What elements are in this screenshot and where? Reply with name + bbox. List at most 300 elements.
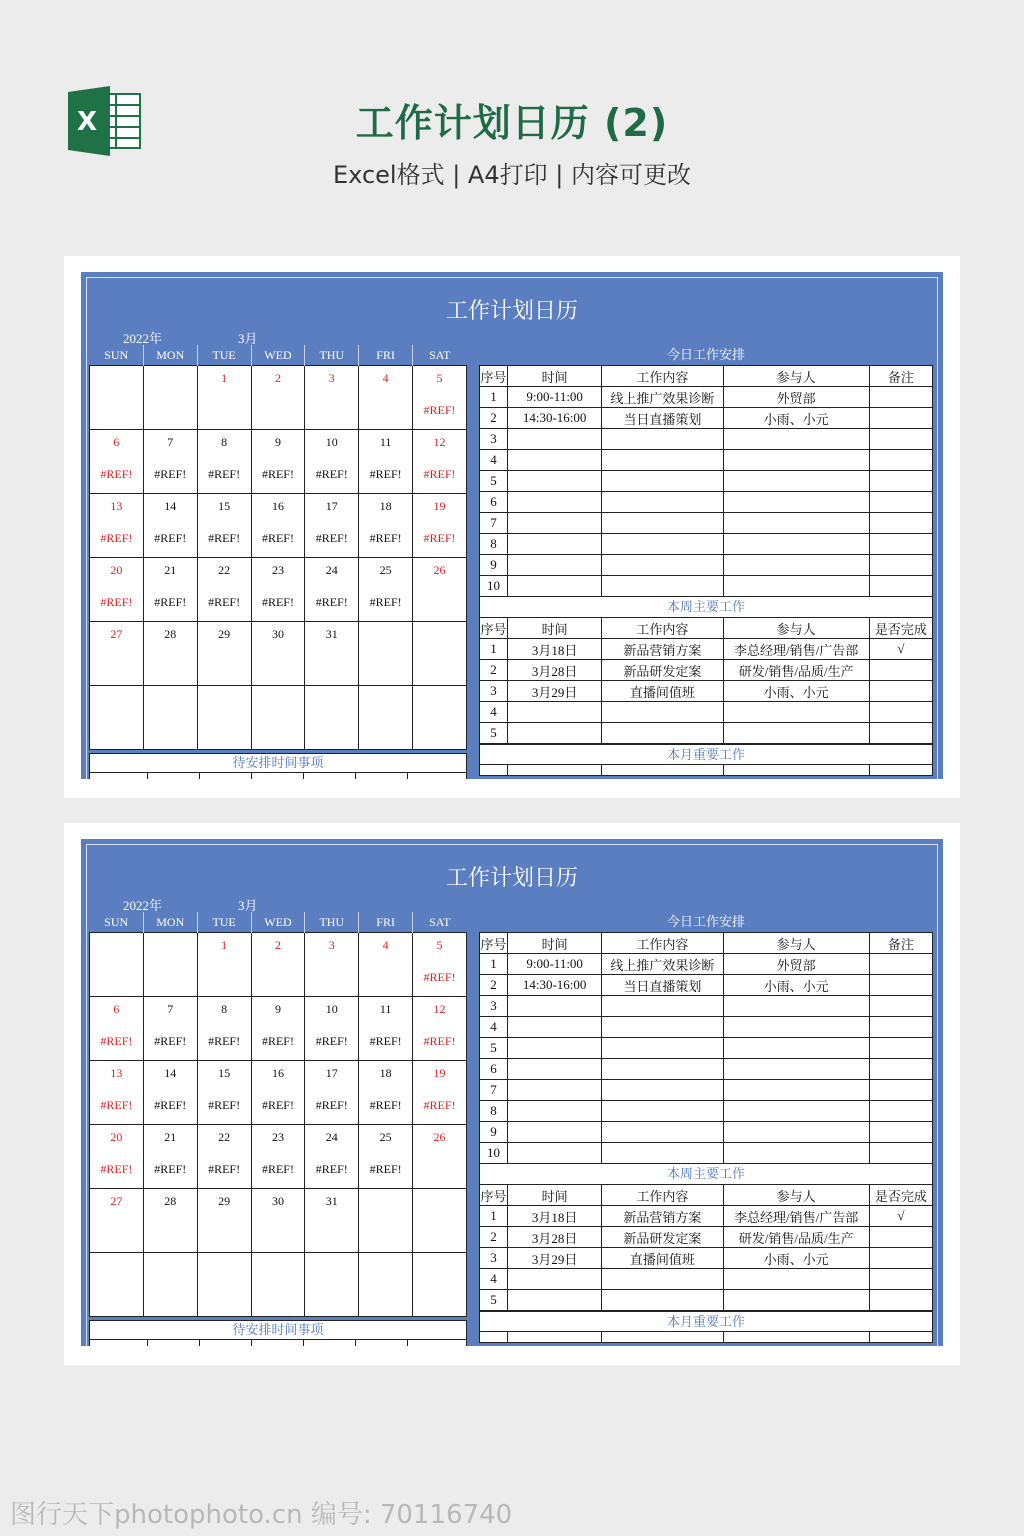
calendar-day-cell[interactable]: [359, 622, 413, 686]
calendar-day-cell[interactable]: [251, 366, 305, 430]
calendar-day-cell[interactable]: [305, 933, 359, 997]
calendar-day-cell[interactable]: [413, 558, 467, 622]
calendar-day-cell[interactable]: [90, 558, 144, 622]
table-cell[interactable]: 3: [480, 429, 508, 450]
table-row: [480, 492, 933, 513]
calendar-day-cell[interactable]: [90, 686, 144, 750]
table-cell[interactable]: 线上推广效果诊断: [602, 954, 723, 975]
table-cell[interactable]: [723, 1059, 869, 1080]
calendar-day-cell[interactable]: [413, 686, 467, 750]
calendar-day-cell[interactable]: [413, 1189, 467, 1253]
calendar-day-cell[interactable]: [305, 494, 359, 558]
table-cell[interactable]: 当日直播策划: [602, 408, 723, 429]
table-cell[interactable]: [869, 723, 932, 744]
calendar-day-cell[interactable]: [143, 933, 197, 997]
calendar-day-cell[interactable]: [305, 997, 359, 1061]
calendar-day-cell[interactable]: [251, 997, 305, 1061]
day-number: 5: [436, 371, 443, 385]
table-cell[interactable]: [602, 1101, 723, 1122]
day-ref-value: [198, 403, 251, 417]
table-cell[interactable]: [508, 1143, 602, 1164]
table-cell[interactable]: √: [869, 1206, 932, 1227]
table-cell[interactable]: [602, 1122, 723, 1143]
day-number: [413, 1194, 466, 1208]
table-cell[interactable]: 7: [480, 1080, 508, 1101]
table-row: [480, 1269, 933, 1290]
table-cell[interactable]: [602, 1269, 723, 1290]
calendar-day-cell[interactable]: [90, 1061, 144, 1125]
day-ref-value: [359, 1290, 412, 1304]
table-cell[interactable]: 8: [480, 1101, 508, 1122]
table-cell[interactable]: 外贸部: [723, 387, 869, 408]
table-cell[interactable]: [869, 555, 932, 576]
table-cell[interactable]: [869, 471, 932, 492]
calendar-day-cell[interactable]: [359, 933, 413, 997]
table-cell[interactable]: 直播间值班: [602, 1248, 723, 1269]
weekday-header: SUN: [90, 912, 144, 933]
table-cell[interactable]: [602, 702, 723, 723]
table-cell[interactable]: [869, 387, 932, 408]
day-ref-value: #REF!: [100, 1162, 133, 1176]
calendar-day-cell[interactable]: [359, 686, 413, 750]
table-cell[interactable]: [508, 471, 602, 492]
calendar-day-cell[interactable]: [359, 494, 413, 558]
month-label: 3月: [238, 331, 258, 346]
day-number: 12: [433, 435, 446, 449]
day-number: 11: [379, 435, 392, 449]
table-cell[interactable]: [602, 1080, 723, 1101]
table-cell[interactable]: 5: [480, 1038, 508, 1059]
calendar-day-cell[interactable]: [197, 494, 251, 558]
table-cell[interactable]: √: [869, 639, 932, 660]
table-cell[interactable]: [723, 702, 869, 723]
day-number: [359, 691, 412, 705]
table-cell[interactable]: [869, 1122, 932, 1143]
table-cell[interactable]: 5: [480, 471, 508, 492]
table-row: [480, 1038, 933, 1059]
table-cell[interactable]: 9: [480, 555, 508, 576]
calendar-day-cell[interactable]: [413, 997, 467, 1061]
table-cell[interactable]: [508, 555, 602, 576]
table-cell[interactable]: 9:00-11:00: [508, 387, 602, 408]
calendar-day-cell[interactable]: [305, 622, 359, 686]
table-cell[interactable]: 9: [480, 1122, 508, 1143]
day-ref-value: [305, 723, 358, 737]
day-ref-value: [359, 1226, 412, 1240]
today-schedule-table: [479, 365, 933, 597]
table-cell[interactable]: [869, 660, 932, 681]
calendar-day-cell[interactable]: [143, 1125, 197, 1189]
day-ref-value: [144, 970, 197, 984]
calendar-day-cell[interactable]: [305, 558, 359, 622]
calendar-day-cell[interactable]: [251, 1125, 305, 1189]
day-number: 27: [110, 627, 123, 641]
week-work-header: 本周主要工作: [479, 1164, 933, 1184]
table-cell[interactable]: 3月28日: [508, 1227, 602, 1248]
table-cell[interactable]: [869, 681, 932, 702]
column-header: 工作内容: [602, 933, 723, 954]
table-cell[interactable]: 3月29日: [508, 1248, 602, 1269]
table-cell[interactable]: [869, 1017, 932, 1038]
table-cell[interactable]: [723, 534, 869, 555]
calendar-day-cell[interactable]: [143, 1061, 197, 1125]
table-cell[interactable]: [869, 996, 932, 1017]
day-ref-value: #REF!: [154, 531, 187, 545]
table-cell[interactable]: 5: [480, 723, 508, 744]
table-cell[interactable]: [869, 702, 932, 723]
table-cell[interactable]: 3月18日: [508, 1206, 602, 1227]
table-cell[interactable]: 4: [480, 1017, 508, 1038]
table-cell[interactable]: [869, 429, 932, 450]
calendar-day-cell[interactable]: [251, 933, 305, 997]
table-cell[interactable]: [508, 1101, 602, 1122]
table-cell[interactable]: [723, 1122, 869, 1143]
calendar-day-cell[interactable]: [359, 1125, 413, 1189]
table-cell[interactable]: [723, 1080, 869, 1101]
table-cell[interactable]: 7: [480, 513, 508, 534]
calendar-day-cell[interactable]: [305, 1189, 359, 1253]
day-ref-value: [413, 1226, 466, 1240]
calendar-day-cell[interactable]: [197, 622, 251, 686]
table-cell[interactable]: [508, 1059, 602, 1080]
table-cell[interactable]: [869, 954, 932, 975]
page-subtitle: Excel格式 | A4打印 | 内容可更改: [333, 161, 691, 189]
table-cell[interactable]: [508, 450, 602, 471]
calendar-day-cell[interactable]: [413, 1253, 467, 1317]
calendar-day-cell[interactable]: [413, 366, 467, 430]
calendar-day-cell[interactable]: [143, 558, 197, 622]
day-ref-value: #REF!: [369, 1098, 402, 1112]
calendar-day-cell[interactable]: [197, 1253, 251, 1317]
day-number: [413, 627, 466, 641]
table-cell[interactable]: [723, 513, 869, 534]
table-cell[interactable]: [508, 996, 602, 1017]
table-cell[interactable]: [602, 450, 723, 471]
table-cell[interactable]: [723, 450, 869, 471]
table-cell[interactable]: 3月28日: [508, 660, 602, 681]
table-cell[interactable]: [602, 723, 723, 744]
table-cell[interactable]: 1: [480, 1206, 508, 1227]
table-cell[interactable]: [723, 471, 869, 492]
table-cell[interactable]: [723, 1017, 869, 1038]
calendar-day-cell[interactable]: [413, 430, 467, 494]
day-ref-value: #REF!: [208, 1162, 241, 1176]
table-cell[interactable]: [869, 513, 932, 534]
table-cell[interactable]: 2: [480, 660, 508, 681]
table-cell[interactable]: 3月29日: [508, 681, 602, 702]
calendar-day-cell[interactable]: [197, 933, 251, 997]
table-cell[interactable]: [723, 429, 869, 450]
table-cell[interactable]: 6: [480, 1059, 508, 1080]
table-cell[interactable]: [869, 1038, 932, 1059]
day-ref-value: [144, 403, 197, 417]
table-cell[interactable]: [723, 1290, 869, 1311]
table-cell[interactable]: [869, 576, 932, 597]
table-cell[interactable]: [869, 534, 932, 555]
table-cell[interactable]: [508, 1290, 602, 1311]
calendar-day-cell[interactable]: [251, 494, 305, 558]
day-number: 9: [274, 435, 281, 449]
calendar-day-cell[interactable]: [197, 686, 251, 750]
day-ref-value: #REF!: [208, 595, 241, 609]
column-header: 序号: [480, 366, 508, 387]
calendar-day-cell[interactable]: [197, 430, 251, 494]
calendar-day-cell[interactable]: [413, 1125, 467, 1189]
table-cell[interactable]: [508, 576, 602, 597]
table-cell[interactable]: [723, 1269, 869, 1290]
table-cell[interactable]: 新品研发定案: [602, 1227, 723, 1248]
table-cell[interactable]: 李总经理/销售/广告部: [723, 1206, 869, 1227]
table-cell[interactable]: [508, 723, 602, 744]
calendar-day-cell[interactable]: [90, 1189, 144, 1253]
table-cell[interactable]: [723, 555, 869, 576]
table-cell[interactable]: [869, 492, 932, 513]
calendar-day-cell[interactable]: [197, 558, 251, 622]
table-cell[interactable]: [602, 534, 723, 555]
table-cell[interactable]: [723, 996, 869, 1017]
calendar-day-cell[interactable]: [251, 1253, 305, 1317]
day-number: 26: [433, 563, 446, 577]
table-cell[interactable]: [602, 429, 723, 450]
calendar-day-cell[interactable]: [305, 430, 359, 494]
day-ref-value: #REF!: [100, 1034, 133, 1048]
calendar-day-cell[interactable]: [90, 430, 144, 494]
calendar-day-cell[interactable]: [413, 622, 467, 686]
weekday-header: FRI: [359, 912, 413, 933]
calendar-day-cell[interactable]: [143, 430, 197, 494]
table-cell[interactable]: 4: [480, 1269, 508, 1290]
calendar-day-cell[interactable]: [251, 558, 305, 622]
day-ref-value: [305, 970, 358, 984]
day-number: 30: [271, 1194, 284, 1208]
day-number: 13: [110, 1066, 123, 1080]
table-cell[interactable]: 5: [480, 1290, 508, 1311]
calendar-day-cell[interactable]: [90, 1125, 144, 1189]
table-cell[interactable]: 1: [480, 954, 508, 975]
calendar-day-cell[interactable]: [143, 997, 197, 1061]
table-cell[interactable]: [869, 1227, 932, 1248]
day-number: 30: [271, 627, 284, 641]
table-cell[interactable]: 1: [480, 639, 508, 660]
day-number: [252, 1258, 305, 1272]
table-cell[interactable]: [508, 513, 602, 534]
calendar-day-cell[interactable]: [90, 366, 144, 430]
table-cell[interactable]: [508, 1017, 602, 1038]
table-cell[interactable]: [602, 492, 723, 513]
calendar-day-cell[interactable]: [251, 686, 305, 750]
table-cell[interactable]: 2: [480, 1227, 508, 1248]
table-cell[interactable]: [723, 723, 869, 744]
calendar-day-cell[interactable]: [305, 366, 359, 430]
table-cell[interactable]: [723, 1143, 869, 1164]
calendar-day-cell[interactable]: [413, 933, 467, 997]
day-number: 4: [382, 938, 389, 952]
table-cell[interactable]: [869, 1143, 932, 1164]
calendar-day-cell[interactable]: [413, 1061, 467, 1125]
calendar-day-cell[interactable]: [305, 1061, 359, 1125]
table-cell[interactable]: [869, 1269, 932, 1290]
day-ref-value: #REF!: [315, 467, 348, 481]
column-header: 备注: [869, 366, 932, 387]
day-number: [359, 1194, 412, 1208]
calendar-day-cell[interactable]: [305, 686, 359, 750]
table-cell[interactable]: [869, 1101, 932, 1122]
table-cell[interactable]: [869, 1059, 932, 1080]
table-cell[interactable]: [508, 1038, 602, 1059]
day-ref-value: #REF!: [261, 1098, 294, 1112]
table-cell[interactable]: 当日直播策划: [602, 975, 723, 996]
table-cell[interactable]: 小雨、小元: [723, 1248, 869, 1269]
calendar-day-cell[interactable]: [143, 1253, 197, 1317]
calendar-day-cell[interactable]: [197, 1125, 251, 1189]
table-cell[interactable]: 线上推广效果诊断: [602, 387, 723, 408]
day-ref-value: [413, 723, 466, 737]
table-cell[interactable]: [723, 492, 869, 513]
table-row: [480, 450, 933, 471]
table-cell[interactable]: 14:30-16:00: [508, 975, 602, 996]
calendar-day-cell[interactable]: [359, 1061, 413, 1125]
table-cell[interactable]: 3: [480, 681, 508, 702]
table-cell[interactable]: 4: [480, 702, 508, 723]
day-ref-value: #REF!: [154, 595, 187, 609]
table-cell[interactable]: [869, 1290, 932, 1311]
table-cell[interactable]: 新品营销方案: [602, 639, 723, 660]
table-cell[interactable]: [723, 1101, 869, 1122]
table-cell[interactable]: [723, 576, 869, 597]
calendar-day-cell[interactable]: [90, 933, 144, 997]
table-cell[interactable]: 8: [480, 534, 508, 555]
table-cell[interactable]: [602, 1143, 723, 1164]
table-cell[interactable]: [602, 513, 723, 534]
calendar-day-cell[interactable]: [90, 622, 144, 686]
day-number: 4: [382, 371, 389, 385]
table-cell[interactable]: [602, 1017, 723, 1038]
table-cell[interactable]: 14:30-16:00: [508, 408, 602, 429]
day-ref-value: [305, 659, 358, 673]
calendar-day-cell[interactable]: [143, 686, 197, 750]
table-cell[interactable]: [508, 534, 602, 555]
calendar-day-cell[interactable]: [197, 1189, 251, 1253]
table-cell[interactable]: [602, 1059, 723, 1080]
table-cell[interactable]: [869, 450, 932, 471]
table-cell[interactable]: 小雨、小元: [723, 408, 869, 429]
calendar-day-cell[interactable]: [197, 1061, 251, 1125]
calendar-day-cell[interactable]: [90, 1253, 144, 1317]
table-cell[interactable]: 新品研发定案: [602, 660, 723, 681]
table-cell[interactable]: 新品营销方案: [602, 1206, 723, 1227]
table-cell[interactable]: 10: [480, 1143, 508, 1164]
table-cell[interactable]: 小雨、小元: [723, 681, 869, 702]
table-cell[interactable]: 李总经理/销售/广告部: [723, 639, 869, 660]
day-ref-value: #REF!: [154, 467, 187, 481]
table-cell[interactable]: 10: [480, 576, 508, 597]
day-ref-value: [144, 1226, 197, 1240]
day-number: 15: [218, 1066, 231, 1080]
calendar-day-cell[interactable]: [143, 622, 197, 686]
calendar-day-cell[interactable]: [251, 1061, 305, 1125]
calendar-day-cell[interactable]: [359, 1189, 413, 1253]
table-cell[interactable]: 9:00-11:00: [508, 954, 602, 975]
table-cell[interactable]: 2: [480, 408, 508, 429]
table-cell[interactable]: 6: [480, 492, 508, 513]
calendar-day-cell[interactable]: [251, 622, 305, 686]
table-cell[interactable]: [602, 996, 723, 1017]
day-number: [359, 627, 412, 641]
table-cell[interactable]: [508, 1269, 602, 1290]
day-ref-value: [144, 659, 197, 673]
calendar-day-cell[interactable]: [90, 997, 144, 1061]
day-number: [305, 1258, 358, 1272]
day-number: 21: [164, 563, 177, 577]
table-cell[interactable]: [602, 1290, 723, 1311]
calendar-day-cell[interactable]: [197, 366, 251, 430]
table-cell[interactable]: 3: [480, 1248, 508, 1269]
table-cell[interactable]: 研发/销售/品质/生产: [723, 660, 869, 681]
table-cell[interactable]: [508, 702, 602, 723]
table-cell[interactable]: [508, 1122, 602, 1143]
table-cell[interactable]: 小雨、小元: [723, 975, 869, 996]
table-cell[interactable]: [602, 555, 723, 576]
table-cell[interactable]: [723, 1038, 869, 1059]
table-row: [480, 996, 933, 1017]
table-cell[interactable]: 3: [480, 996, 508, 1017]
table-cell[interactable]: [602, 1038, 723, 1059]
calendar-day-cell[interactable]: [197, 997, 251, 1061]
table-cell[interactable]: [602, 471, 723, 492]
weekday-header: TUE: [197, 345, 251, 366]
day-number: 29: [218, 627, 231, 641]
table-cell[interactable]: 直播间值班: [602, 681, 723, 702]
table-row: [480, 723, 933, 744]
calendar-day-cell[interactable]: [251, 1189, 305, 1253]
calendar-day-cell[interactable]: [359, 430, 413, 494]
day-number: 25: [379, 563, 392, 577]
calendar-day-cell[interactable]: [305, 1253, 359, 1317]
table-cell[interactable]: [869, 408, 932, 429]
table-cell[interactable]: [869, 975, 932, 996]
day-ref-value: [413, 595, 466, 609]
table-cell[interactable]: [869, 1080, 932, 1101]
calendar-day-cell[interactable]: [143, 494, 197, 558]
calendar-day-cell[interactable]: [305, 1125, 359, 1189]
calendar-day-cell[interactable]: [413, 494, 467, 558]
table-cell[interactable]: 1: [480, 387, 508, 408]
calendar-day-cell[interactable]: [359, 1253, 413, 1317]
table-cell[interactable]: 2: [480, 975, 508, 996]
table-cell[interactable]: 研发/销售/品质/生产: [723, 1227, 869, 1248]
svg-text:X: X: [76, 107, 98, 137]
table-cell[interactable]: [869, 1248, 932, 1269]
table-cell[interactable]: 3月18日: [508, 639, 602, 660]
column-header: 是否完成: [869, 1185, 932, 1206]
calendar-day-cell[interactable]: [143, 366, 197, 430]
table-cell[interactable]: 外贸部: [723, 954, 869, 975]
calendar-day-cell[interactable]: [359, 558, 413, 622]
table-cell[interactable]: [508, 429, 602, 450]
weekday-header: WED: [251, 345, 305, 366]
calendar-day-cell[interactable]: [359, 366, 413, 430]
table-cell[interactable]: [602, 576, 723, 597]
calendar-day-cell[interactable]: [359, 997, 413, 1061]
table-cell[interactable]: [508, 492, 602, 513]
table-cell[interactable]: 4: [480, 450, 508, 471]
weekday-header: MON: [143, 912, 197, 933]
table-cell[interactable]: [508, 1080, 602, 1101]
calendar-day-cell[interactable]: [143, 1189, 197, 1253]
calendar-day-cell[interactable]: [90, 494, 144, 558]
day-ref-value: [305, 403, 358, 417]
calendar-day-cell[interactable]: [251, 430, 305, 494]
